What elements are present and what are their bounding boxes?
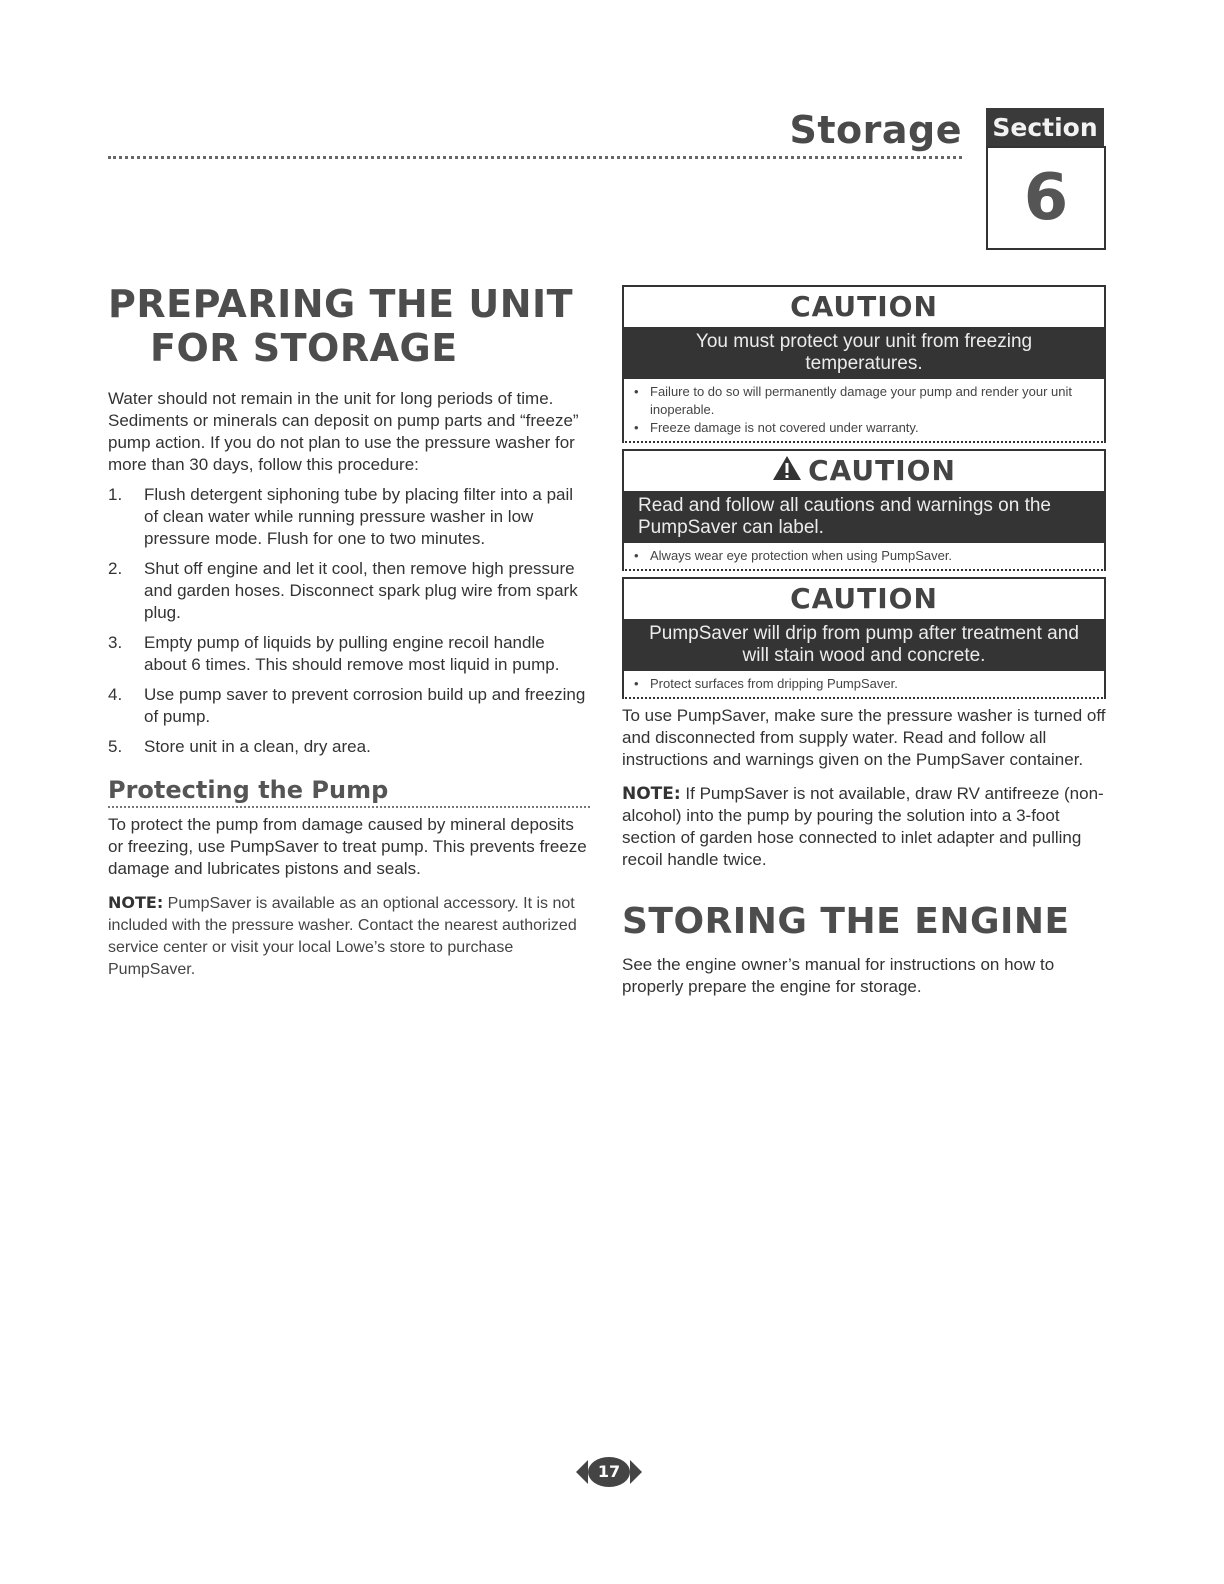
caution-banner: You must protect your unit from freezing temperatures. [624, 327, 1104, 379]
section-number: 6 [1023, 161, 1069, 235]
use-pumpsaver-paragraph: To use PumpSaver, make sure the pressure washer is turned off and disconnected from supply water. Read and follow all instructions and warnings given on the PumpSaver container. [622, 706, 1106, 769]
step-text: Use pump saver to prevent corrosion build up and freezing of pump. [144, 685, 586, 726]
step-number: 4. [108, 685, 123, 704]
list-item [108, 736, 590, 758]
right-column [622, 285, 1106, 1010]
caution-title: CAUTION [808, 454, 956, 487]
caution-item-text: Protect surfaces from dripping PumpSaver. [650, 676, 898, 691]
engine-paragraph: See the engine owner’s manual for instructions on how to properly prepare the engine for storage. [622, 955, 1055, 996]
protecting-pump-heading: Protecting the Pump [108, 776, 590, 808]
list-item [108, 558, 590, 624]
caution-box-pumpsaver-label [622, 449, 1106, 571]
step-text: Store unit in a clean, dry area. [144, 737, 371, 756]
list-item: • Freeze damage is not covered under warranty. [634, 420, 919, 435]
list-item [108, 484, 590, 550]
protect-paragraph: To protect the pump from damage caused by mineral deposits or freezing, use PumpSaver to treat pump. This prevents freeze damage and lubricates pistons and seals. [108, 815, 587, 878]
preparing-heading-line2: FOR STORAGE [150, 326, 458, 370]
caution-box-drip [622, 577, 1106, 699]
caution-item-text: Freeze damage is not covered under warranty. [650, 420, 919, 435]
note-label: NOTE: [622, 784, 681, 804]
note-paragraph [108, 892, 590, 981]
list-item [108, 632, 590, 676]
section-number-box [986, 146, 1106, 250]
caution-banner: PumpSaver will drip from pump after treatment and will stain wood and concrete. [624, 619, 1104, 671]
note-text: If PumpSaver is not available, draw RV antifreeze (non-alcohol) into the pump by pouring the solution into a 3-foot section of garden hose connected to inlet adapter and pulling recoil handle twice. [622, 784, 1104, 869]
step-number: 3. [108, 633, 123, 652]
section-tab: Section [986, 108, 1104, 148]
note-text: PumpSaver is available as an optional accessory. It is not included with the pressure washer. Contact the nearest authorized service center or visit your local Lowe’s store to purchase PumpSaver. [108, 895, 577, 978]
step-text: Shut off engine and let it cool, then remove high pressure and garden hoses. Disconnect spark plug wire from spark plug. [144, 559, 578, 622]
preparing-heading-line1: PREPARING THE UNIT [108, 282, 574, 326]
caution-item-text: Failure to do so will permanently damage your pump and render your unit inoperable. [650, 384, 1073, 417]
list-item: • Always wear eye protection when using PumpSaver. [634, 548, 953, 563]
header-divider [108, 156, 962, 159]
caution-title: CAUTION [790, 290, 938, 323]
caution-banner: Read and follow all cautions and warnings on the PumpSaver can label. [624, 491, 1104, 543]
caution-items [624, 379, 1104, 441]
step-text: Empty pump of liquids by pulling engine recoil handle about 6 times. This should remove most liquid in pump. [144, 633, 560, 674]
step-number: 1. [108, 485, 123, 504]
caution-items [624, 543, 1104, 569]
left-column [108, 282, 590, 993]
caution-box-freezing [622, 285, 1106, 443]
step-text: Flush detergent siphoning tube by placing filter into a pail of clean water while running pressure washer in low pressure mode. Flush for one to two minutes. [144, 485, 574, 548]
caution-title: CAUTION [790, 582, 938, 615]
list-item: • Protect surfaces from dripping PumpSaver. [634, 676, 898, 691]
intro-paragraph: Water should not remain in the unit for long periods of time. Sediments or minerals can deposit on pump parts and “freeze” pump action. If you do not plan to use the pressure washer for more than 30 days, follow this procedure: [108, 389, 579, 474]
caution-item-text: Always wear eye protection when using PumpSaver. [650, 548, 953, 563]
caution-items [624, 671, 1104, 697]
page-number-badge [576, 1456, 642, 1488]
step-number: 2. [108, 559, 123, 578]
step-number: 5. [108, 737, 123, 756]
note-label: NOTE: [108, 893, 164, 912]
page-number: 17 [597, 1462, 621, 1481]
list-item: • Failure to do so will permanently damage your pump and render your unit inoperable. [634, 383, 1094, 419]
warning-triangle-icon [772, 452, 802, 492]
list-item [108, 684, 590, 728]
rv-antifreeze-note [622, 783, 1106, 871]
procedure-steps [108, 484, 590, 758]
storing-engine-heading: STORING THE ENGINE [622, 901, 1070, 942]
page-title: Storage [789, 108, 962, 152]
caution-title-row [624, 451, 1104, 491]
